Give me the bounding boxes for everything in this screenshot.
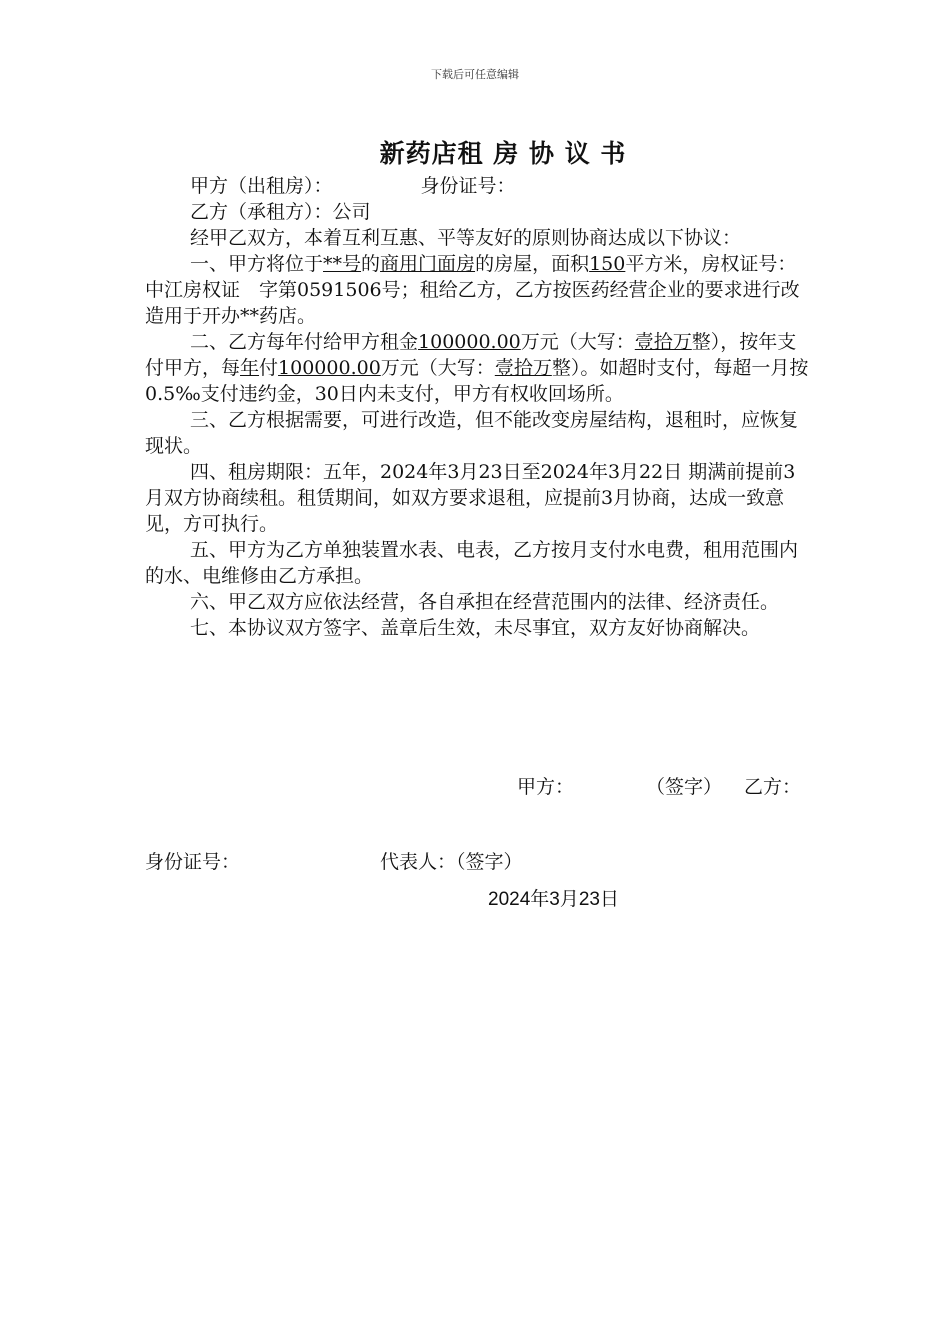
party-a-label: 甲方（出租房）： <box>190 175 333 197</box>
annual-rent-words: 壹拾万 <box>634 331 692 353</box>
clause-5: 五、甲方为乙方单独装置水表、电表，乙方按月支付水电费，租用范围内的水、电维修由乙方承担。 <box>145 539 799 587</box>
agreement-body <box>145 173 810 641</box>
sign-mark: （签字） <box>646 776 723 798</box>
payment-period: 年 <box>240 357 260 379</box>
id-label-bottom: 身份证号： <box>145 851 241 873</box>
clause-1: 一、甲方将位于**号的商用门面房的房屋，面积150平方米，房权证号：中江房权证 字第0591506号；租给乙方，乙方按医药经营企业的要求进行改造用于开办**药店。 <box>145 253 800 327</box>
clause-7: 七、本协议双方签字、盖章后生效，未尽事宜，双方友好协商解决。 <box>190 617 761 639</box>
party-b-sign-label: 乙方： <box>744 776 802 798</box>
payment-amount: 100000.00 <box>278 357 381 379</box>
id-label-top: 身份证号： <box>420 175 516 197</box>
intro-paragraph: 经甲乙双方，本着互利互惠、平等友好的原则协商达成以下协议： <box>190 227 742 249</box>
signing-date: 2024年3月23日 <box>488 889 619 910</box>
party-a-line <box>145 173 810 199</box>
annual-rent-amount: 100000.00 <box>418 331 521 353</box>
signature-line <box>517 772 801 799</box>
clause-4: 四、租房期限：五年，2024年3月23日至2024年3月22日 期满前提前3月双方协商续租。租赁期间，如双方要求退租，应提前3月协商，达成一致意见，方可执行。 <box>145 461 796 535</box>
property-type: 商用门面房 <box>380 253 476 275</box>
party-b-line: 乙方（承租方）：公司 <box>190 201 371 223</box>
header-note: 下载后可任意编辑 <box>431 68 519 81</box>
document-title: 新药店租 房 协 议 书 <box>379 139 627 168</box>
property-area: 150 <box>589 253 626 275</box>
representative-label: 代表人：（签字） <box>380 851 523 873</box>
clause-6: 六、甲乙双方应依法经营，各自承担在经营范围内的法律、经济责任。 <box>190 591 780 613</box>
clause-2: 二、乙方每年付给甲方租金100000.00万元（大写：壹拾万整），按年支付甲方，每年付100000.00万元（大写：壹拾万整）。如超时支付，每超一月按0.5‰支付违约金，30日内未支付，甲方有权收回场所。 <box>145 331 809 405</box>
party-a-sign-label: 甲方： <box>517 776 575 798</box>
property-number: **号 <box>323 253 362 275</box>
clause-3: 三、乙方根据需要，可进行改造，但不能改变房屋结构，退租时，应恢复现状。 <box>145 409 799 457</box>
payment-amount-words: 壹拾万 <box>494 357 552 379</box>
